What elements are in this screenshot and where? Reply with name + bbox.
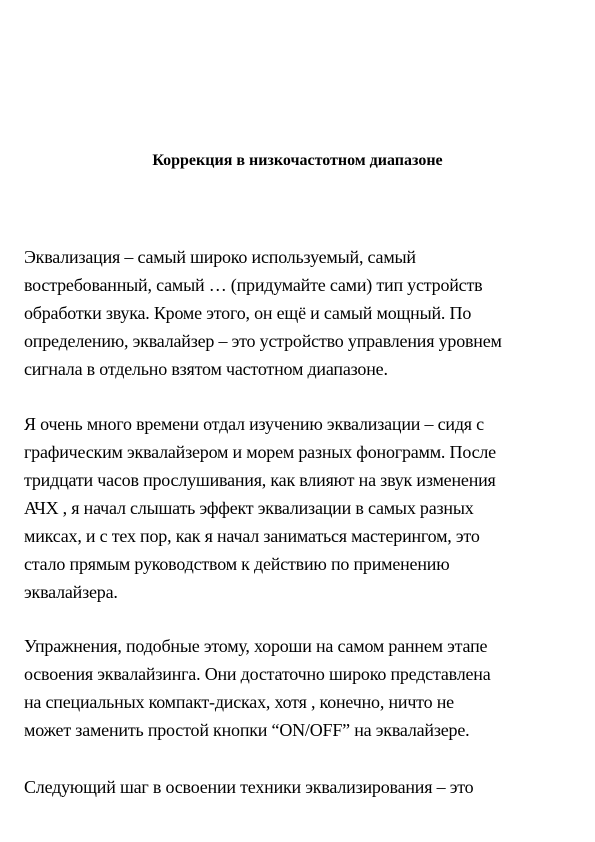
text-line: миксах, и с тех пор, как я начал заниматься мастерингом, это bbox=[24, 526, 480, 546]
text-line: Эквализация – самый широко используемый, самый bbox=[24, 247, 416, 267]
paragraph-exercises bbox=[24, 632, 572, 744]
text-line: эквалайзера. bbox=[24, 582, 118, 602]
text-line: АЧХ , я начал слышать эффект эквализации в самых разных bbox=[24, 498, 474, 518]
text-line: Следующий шаг в освоении техники эквализирования – это bbox=[24, 777, 474, 797]
text-line: графическим эквалайзером и морем разных фонограмм. После bbox=[24, 442, 496, 462]
text-line: стало прямым руководством к действию по применению bbox=[24, 554, 450, 574]
text-line: определению, эквалайзер – это устройство управления уровнем bbox=[24, 331, 502, 351]
text-line: тридцати часов прослушивания, как влияют на звук изменения bbox=[24, 470, 496, 490]
paragraph-equalization-definition bbox=[24, 243, 572, 383]
text-line: освоения эквалайзинга. Они достаточно широко представлена bbox=[24, 664, 491, 684]
document-title: Коррекция в низкочастотном диапазоне bbox=[152, 152, 443, 169]
text-line: сигнала в отдельно взятом частотном диапазоне. bbox=[24, 359, 388, 379]
text-line: на специальных компакт-дисках, хотя , конечно, ничто не bbox=[24, 692, 454, 712]
paragraph-next-step bbox=[24, 773, 572, 801]
text-line: может заменить простой кнопки “ON/OFF” на эквалайзере. bbox=[24, 720, 470, 740]
text-line: Я очень много времени отдал изучению эквализации – сидя с bbox=[24, 414, 484, 434]
text-line: обработки звука. Кроме этого, он ещё и самый мощный. По bbox=[24, 303, 472, 323]
text-line: востребованный, самый … (придумайте сами) тип устройств bbox=[24, 275, 483, 295]
text-line: Упражнения, подобные этому, хороши на самом раннем этапе bbox=[24, 636, 488, 656]
paragraph-author-experience bbox=[24, 410, 572, 606]
